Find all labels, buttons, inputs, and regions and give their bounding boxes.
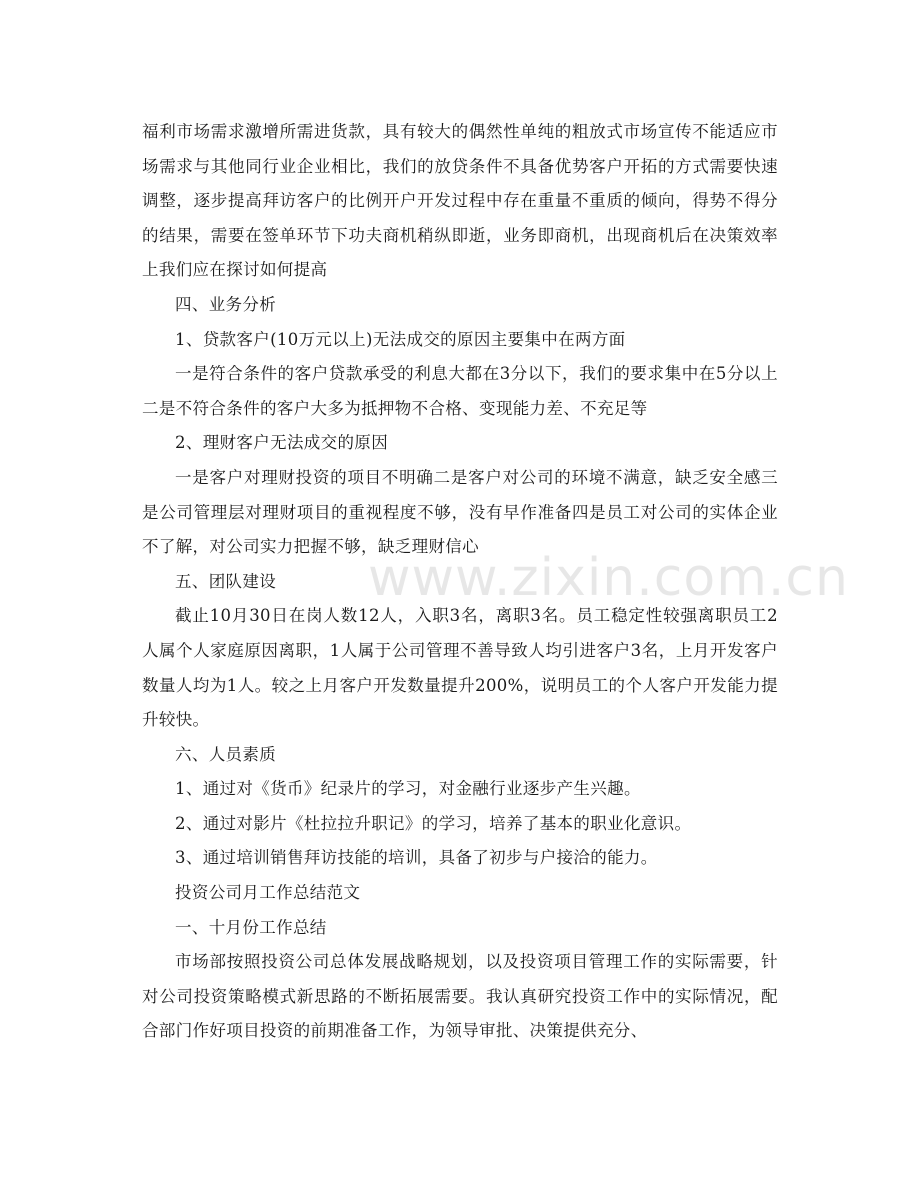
list-item-currency-film: 1、通过对《货币》纪录片的学习，对金融行业逐步产生兴趣。: [175, 779, 641, 799]
watermark: www.zixin.com.cn: [368, 548, 849, 608]
list-item-sales-training: 3、通过培训销售拜访技能的培训，具备了初步与户接洽的能力。: [175, 848, 658, 868]
heading-october-summary: 一、十月份工作总结: [175, 917, 327, 937]
list-item-dulala-film: 2、通过对影片《杜拉拉升职记》的学习，培养了基本的职业化意识。: [175, 813, 692, 833]
paragraph-wealth-reasons: 一是客户对理财投资的项目不明确二是客户对公司的环境不满意，缺乏安全感三是公司管理层对理财项目的重视程度不够，没有早作准备四是员工对公司的实体企业不了解，对公司实力把握不够，缺乏理财信心: [142, 467, 778, 557]
paragraph-market-dept: 市场部按照投资公司总体发展战略规划，以及投资项目管理工作的实际需要，针对公司投资策略模式新思路的不断拓展需要。我认真研究投资工作中的实际情况，配合部门作好项目投资的前期准备工作，为领导审批、决策提供充分、: [142, 952, 778, 1041]
subheading-wealth-clients: 2、理财客户无法成交的原因: [175, 433, 389, 453]
document-body: [142, 115, 778, 1049]
heading-staff-quality: 六、人员素质: [175, 744, 277, 764]
subheading-loan-clients: 1、贷款客户(10万元以上)无法成交的原因主要集中在两方面: [175, 329, 626, 349]
heading-business-analysis: 四、业务分析: [175, 294, 277, 314]
section-title-monthly-summary: 投资公司月工作总结范文: [175, 883, 361, 903]
heading-team-building: 五、团队建设: [175, 571, 277, 591]
paragraph-continued: 福利市场需求激增所需进货款，具有较大的偶然性单纯的粗放式市场宣传不能适应市场需求与其他同行业企业相比，我们的放贷条件不具备优势客户开拓的方式需要快速调整，逐步提高拜访客户的比例开户开发过程中存在重量不重质的倾向，得势不得分的结果，需要在签单环节下功夫商机稍纵即逝，业务即商机，出现商机后在决策效率上我们应在探讨如何提高: [142, 122, 778, 280]
paragraph-team-stats: 截止10月30日在岗人数12人，入职3名，离职3名。员工稳定性较强离职员工2人属个人家庭原因离职，1人属于公司管理不善导致人均引进客户3名，上月开发客户数量人均为1人。较之上月客户开发数量提升200%，说明员工的个人客户开发能力提升较快。: [142, 606, 778, 730]
paragraph-loan-reasons: 一是符合条件的客户贷款承受的利息大都在3分以下，我们的要求集中在5分以上二是不符合条件的客户大多为抵押物不合格、变现能力差、不充足等: [142, 364, 778, 418]
